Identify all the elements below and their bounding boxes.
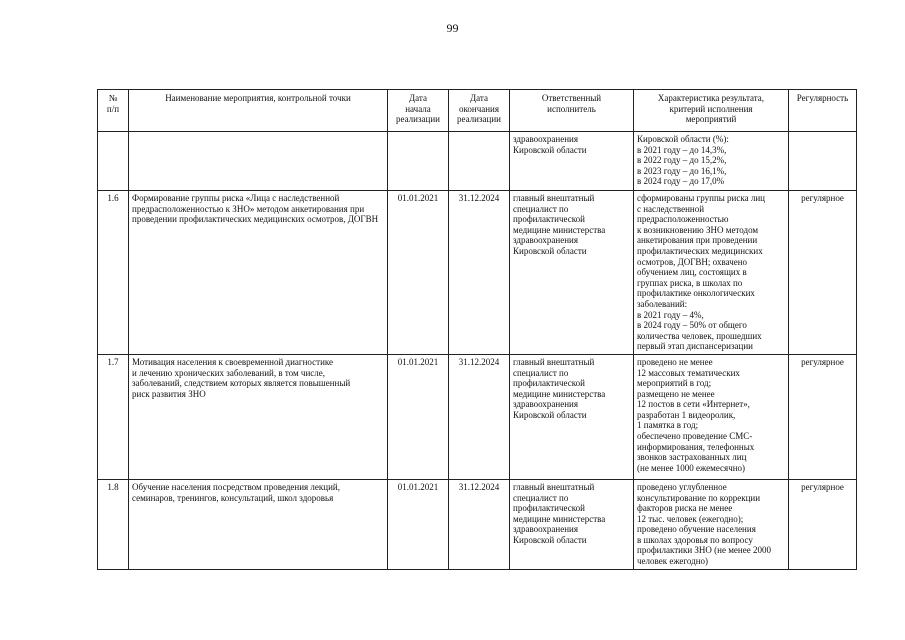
header-start-date: Дата начала реализации <box>388 90 449 132</box>
table-row <box>98 479 857 569</box>
table-header-row <box>98 90 857 132</box>
table-row <box>98 191 857 355</box>
row-responsible: здравоохранения Кировской области <box>510 132 634 191</box>
row-start-date <box>388 132 449 191</box>
row-regularity: регулярное <box>789 191 857 355</box>
row-end-date: 31.12.2024 <box>449 479 510 569</box>
row-name: Мотивация населения к своевременной диагностике и лечению хронических заболеваний, в том числе, заболеваний, следствием которых является повышенный риск развития ЗНО <box>129 354 388 479</box>
row-start-date: 01.01.2021 <box>388 354 449 479</box>
row-num <box>98 132 129 191</box>
row-name: Формирование группы риска «Лица с наследственной предрасположенностью к ЗНО» методом анкетирования при проведении профилактических медицинских осмотров, ДОГВН <box>129 191 388 355</box>
row-responsible: главный внештатный специалист по профилактической медицине министерства здравоохранения Кировской области <box>510 191 634 355</box>
header-num: № п/п <box>98 90 129 132</box>
table-row <box>98 132 857 191</box>
header-name: Наименование мероприятия, контрольной точки <box>129 90 388 132</box>
row-start-date: 01.01.2021 <box>388 191 449 355</box>
row-result: сформированы группы риска лиц с наследственной предрасположенностью к возникновению ЗНО методом анкетирования при проведении профилактических медицинских осмотров, ДОГВН; охвачено обучением лиц, состоящих в группах риска, в школах по профилактике онкологических заболеваний: в 2021 году – 4%, в 2024 году – 50% от общего количества человек, прошедших первый этап диспансеризации <box>634 191 789 355</box>
row-name <box>129 132 388 191</box>
header-end-date: Дата окончания реализации <box>449 90 510 132</box>
row-result: проведено углубленное консультирование по коррекции факторов риска не менее 12 тыс. человек (ежегодно); проведено обучение населения в школах здоровья по вопросу профилактики ЗНО (не менее 2000 человек ежегодно) <box>634 479 789 569</box>
row-responsible: главный внештатный специалист по профилактической медицине министерства здравоохранения Кировской области <box>510 479 634 569</box>
row-responsible: главный внештатный специалист по профилактической медицине министерства здравоохранения Кировской области <box>510 354 634 479</box>
header-responsible: Ответственный исполнитель <box>510 90 634 132</box>
row-end-date: 31.12.2024 <box>449 191 510 355</box>
row-num: 1.6 <box>98 191 129 355</box>
header-result: Характеристика результата, критерий исполнения мероприятий <box>634 90 789 132</box>
page-number: 99 <box>446 21 459 35</box>
table-row <box>98 354 857 479</box>
header-regularity: Регулярность <box>789 90 857 132</box>
row-result: проведено не менее 12 массовых тематических мероприятий в год; размещено не менее 12 постов в сети «Интернет», разработан 1 видеоролик, 1 памятка в год; обеспечено проведение СМС- информирования, телефонных звонков застрахованных лиц (не менее 1000 ежемесячно) <box>634 354 789 479</box>
row-end-date: 31.12.2024 <box>449 354 510 479</box>
row-name: Обучение населения посредством проведения лекций, семинаров, тренингов, консультаций, школ здоровья <box>129 479 388 569</box>
row-start-date: 01.01.2021 <box>388 479 449 569</box>
measures-table <box>97 89 857 570</box>
row-end-date <box>449 132 510 191</box>
row-result: Кировской области (%): в 2021 году – до 14,3%, в 2022 году – до 15,2%, в 2023 году – до 16,1%, в 2024 году – до 17,0% <box>634 132 789 191</box>
row-num: 1.7 <box>98 354 129 479</box>
row-regularity: регулярное <box>789 354 857 479</box>
row-regularity <box>789 132 857 191</box>
row-num: 1.8 <box>98 479 129 569</box>
row-regularity: регулярное <box>789 479 857 569</box>
